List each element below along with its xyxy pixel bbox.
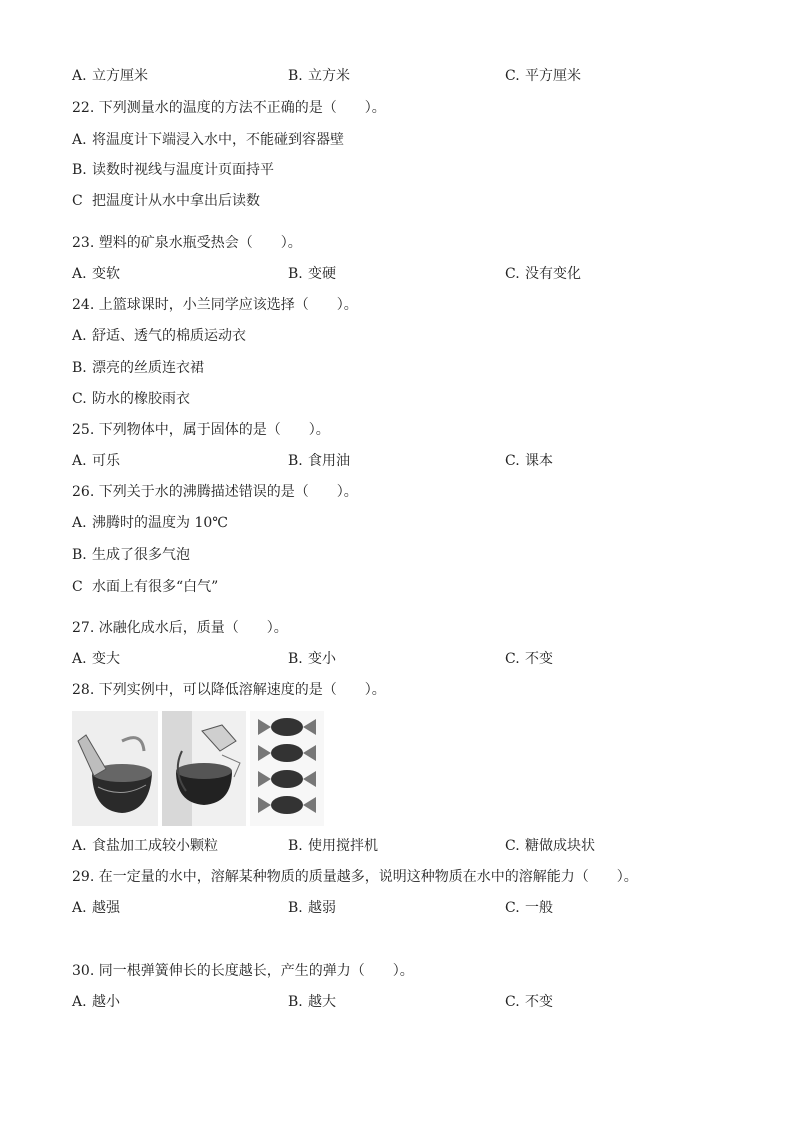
q23-stem: 23. 塑料的矿泉水瓶受热会（ ）。	[72, 235, 302, 251]
q21-option-b: B. 立方米	[288, 68, 350, 84]
q27-option-a: A. 变大	[72, 651, 120, 667]
q29-stem: 29. 在一定量的水中，溶解某种物质的质量越多，说明这种物质在水中的溶解能力（ ）。	[72, 869, 638, 885]
q23-option-b: B. 变硬	[288, 266, 336, 282]
q28-option-b: B. 使用搅拌机	[288, 838, 378, 854]
q26-option-b: B. 生成了很多气泡	[72, 547, 190, 563]
q26-stem: 26. 下列关于水的沸腾描述错误的是（ ）。	[72, 484, 358, 500]
candies-illustration	[250, 711, 324, 826]
q29-option-a: A. 越强	[72, 900, 120, 916]
q24-option-c: C. 防水的橡胶雨衣	[72, 391, 190, 407]
q30-option-c: C. 不变	[505, 994, 553, 1010]
blender-illustration	[162, 711, 246, 826]
q25-option-c: C. 课本	[505, 453, 553, 469]
q27-stem: 27. 冰融化成水后，质量（ ）。	[72, 620, 288, 636]
q24-option-b: B. 漂亮的丝质连衣裙	[72, 360, 204, 376]
q28-stem: 28. 下列实例中，可以降低溶解速度的是（ ）。	[72, 682, 386, 698]
q26-option-a: A. 沸腾时的温度为 10℃	[72, 515, 228, 531]
q25-option-a: A. 可乐	[72, 453, 120, 469]
q27-option-c: C. 不变	[505, 651, 553, 667]
q28-image-grinder	[72, 711, 158, 826]
q24-stem: 24. 上篮球课时，小兰同学应该选择（ ）。	[72, 297, 358, 313]
q23-option-c: C. 没有变化	[505, 266, 581, 282]
q28-option-a: A. 食盐加工成较小颗粒	[72, 838, 218, 854]
q30-stem: 30. 同一根弹簧伸长的长度越长，产生的弹力（ ）。	[72, 963, 414, 979]
q29-option-b: B. 越弱	[288, 900, 336, 916]
q22-option-b: B. 读数时视线与温度计页面持平	[72, 162, 274, 178]
q29-option-c: C. 一般	[505, 900, 553, 916]
q21-option-c: C. 平方厘米	[505, 68, 581, 84]
q23-option-a: A. 变软	[72, 266, 120, 282]
q25-stem: 25. 下列物体中，属于固体的是（ ）。	[72, 422, 330, 438]
q25-option-b: B. 食用油	[288, 453, 350, 469]
grinder-illustration	[72, 711, 158, 826]
q21-option-a: A. 立方厘米	[72, 68, 148, 84]
q28-option-c: C. 糖做成块状	[505, 838, 595, 854]
q30-option-a: A. 越小	[72, 994, 120, 1010]
q22-option-c: C 把温度计从水中拿出后读数	[72, 193, 260, 209]
q30-option-b: B. 越大	[288, 994, 336, 1010]
q27-option-b: B. 变小	[288, 651, 336, 667]
q22-stem: 22. 下列测量水的温度的方法不正确的是（ ）。	[72, 100, 386, 116]
q28-image-blender	[162, 711, 246, 826]
q26-option-c: C 水面上有很多“白气”	[72, 579, 219, 595]
q22-option-a: A. 将温度计下端浸入水中，不能碰到容器壁	[72, 132, 344, 148]
q24-option-a: A. 舒适、透气的棉质运动衣	[72, 328, 246, 344]
q28-image-candies	[250, 711, 324, 826]
